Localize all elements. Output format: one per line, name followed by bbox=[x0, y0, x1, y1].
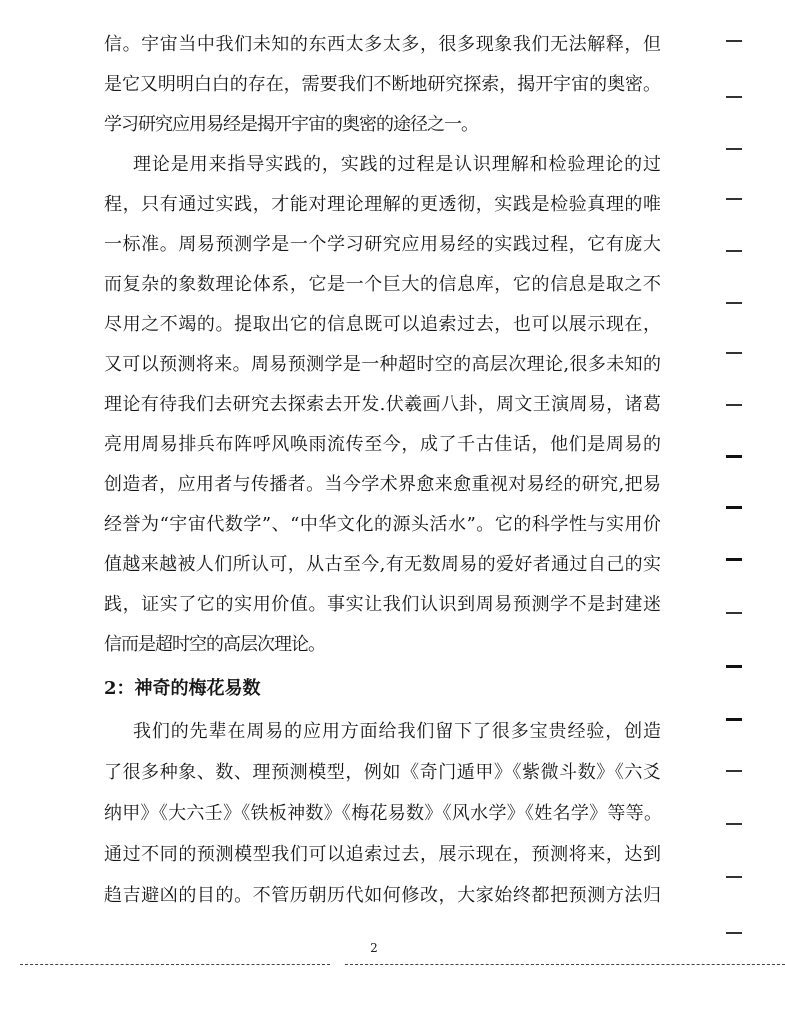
text-line: 经誉为“宇宙代数学”、“中华文化的源头活水”。它的科学性与实用价 bbox=[104, 514, 660, 535]
paragraph bbox=[104, 711, 660, 916]
paragraph bbox=[104, 25, 660, 145]
margin-mark bbox=[726, 198, 742, 200]
margin-mark bbox=[726, 665, 742, 668]
margin-mark bbox=[726, 302, 742, 304]
text-line: 趋吉避凶的目的。不管历朝历代如何修改，大家始终都把预测方法归 bbox=[104, 885, 660, 906]
text-line: 值越来越被人们所认可，从古至今,有无数周易的爱好者通过自己的实 bbox=[104, 554, 660, 575]
margin-mark bbox=[726, 455, 742, 458]
text-line: 践，证实了它的实用价值。事实让我们认识到周易预测学不是封建迷 bbox=[104, 594, 660, 615]
margin-mark bbox=[726, 558, 742, 561]
text-line: 信而是超时空的高层次理论。 bbox=[104, 634, 325, 655]
body-text bbox=[104, 25, 660, 916]
margin-mark bbox=[726, 250, 742, 252]
page-number: 2 bbox=[370, 941, 378, 955]
margin-mark bbox=[726, 404, 742, 406]
margin-mark bbox=[726, 148, 742, 150]
text-line: 了很多种象、数、理预测模型，例如《奇门遁甲》《紫微斗数》《六爻 bbox=[104, 762, 660, 783]
text-line: 又可以预测将来。周易预测学是一种超时空的高层次理论,很多未知的 bbox=[104, 354, 660, 375]
paragraph bbox=[104, 145, 660, 665]
bottom-rule bbox=[345, 964, 785, 965]
text-line: 理论是用来指导实践的，实践的过程是认识理解和检验理论的过 bbox=[133, 154, 660, 175]
margin-mark bbox=[726, 612, 742, 614]
margin-mark bbox=[726, 96, 742, 98]
text-line: 是它又明明白白的存在，需要我们不断地研究探索，揭开宇宙的奥密。 bbox=[104, 74, 660, 95]
text-line: 创造者，应用者与传播者。当今学术界愈来愈重视对易经的研究,把易 bbox=[104, 474, 660, 495]
margin-mark bbox=[726, 932, 742, 934]
margin-mark bbox=[726, 770, 742, 772]
section-heading: 2：神奇的梅花易数 bbox=[104, 678, 261, 699]
bottom-rule bbox=[20, 964, 330, 965]
text-line: 学习研究应用易经是揭开宇宙的奥密的途径之一。 bbox=[104, 114, 478, 135]
text-line: 一标准。周易预测学是一个学习研究应用易经的实践过程，它有庞大 bbox=[104, 234, 660, 255]
text-line: 程，只有通过实践，才能对理论理解的更透彻，实践是检验真理的唯 bbox=[104, 194, 660, 215]
margin-mark bbox=[726, 506, 742, 509]
text-line: 纳甲》《大六壬》《铁板神数》《梅花易数》《风水学》《姓名学》等等。 bbox=[104, 803, 660, 824]
margin-mark bbox=[726, 352, 742, 354]
margin-mark bbox=[726, 876, 742, 878]
text-line: 而复杂的象数理论体系，它是一个巨大的信息库，它的信息是取之不 bbox=[104, 274, 660, 295]
margin-mark bbox=[726, 40, 742, 42]
margin-mark bbox=[726, 823, 742, 825]
text-line: 理论有待我们去研究去探索去开发.伏羲画八卦，周文王演周易，诸葛 bbox=[104, 394, 660, 415]
text-line: 信。宇宙当中我们未知的东西太多太多，很多现象我们无法解释，但 bbox=[104, 34, 660, 55]
text-line: 我们的先辈在周易的应用方面给我们留下了很多宝贵经验，创造 bbox=[133, 721, 660, 742]
text-line: 亮用周易排兵布阵呼风唤雨流传至今，成了千古佳话，他们是周易的 bbox=[104, 434, 660, 455]
margin-mark bbox=[726, 718, 742, 721]
text-line: 尽用之不竭的。提取出它的信息既可以追索过去，也可以展示现在， bbox=[104, 314, 660, 335]
text-line: 通过不同的预测模型我们可以追索过去，展示现在，预测将来，达到 bbox=[104, 844, 660, 865]
